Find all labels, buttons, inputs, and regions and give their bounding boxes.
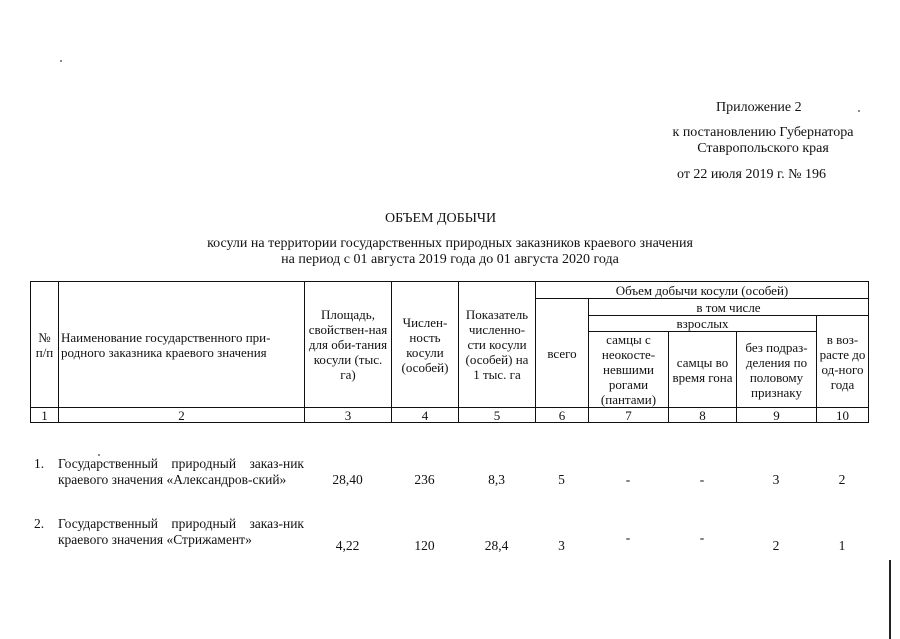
total-value: 3 [558, 538, 565, 553]
col-number: 6 [536, 408, 589, 423]
appendix-label: Приложение 2 [716, 100, 802, 115]
row-number: 2. [34, 516, 45, 531]
col-area-header: Площадь, свойствен-ная для оби-тания косули (тыс. га) [305, 282, 392, 408]
males-rut-value: - [699, 530, 705, 545]
resolution-ref: к постановлению Губернатора [672, 125, 854, 140]
density-value: 8,3 [488, 472, 505, 487]
col-density-header: Показатель численно-сти косули (особей) на 1 тыс. га [459, 282, 536, 408]
col-under-one-header: в воз-расте до од-ного года [817, 316, 869, 408]
col-volume-header: Объем добычи косули (особей) [536, 282, 869, 299]
region-name: Ставропольского края [697, 141, 829, 156]
row-number: 1. [34, 456, 45, 471]
count-value: 236 [414, 472, 435, 487]
reserve-name: Государственный природный заказ-ник краевого значения «Стрижамент» [58, 516, 304, 547]
resolution-line [650, 125, 876, 157]
col-name-header: Наименование государственного при-родного заказника краевого значения [59, 282, 305, 408]
no-sex-value: 3 [772, 472, 780, 487]
males-velvet-value: - [625, 530, 631, 545]
col-males-rut-header: самцы во время гона [669, 332, 737, 408]
document-title: ОБЪЕМ ДОБЫЧИ [385, 211, 497, 226]
reserve-name: Государственный природный заказ-ник краевого значения «Александров-ский» [58, 456, 304, 487]
col-number: 7 [589, 408, 669, 423]
col-total-header: всего [536, 299, 589, 408]
under-one-value: 1 [838, 538, 846, 553]
col-num-header: № п/п [31, 282, 59, 408]
header-table [30, 281, 869, 423]
scan-speck [858, 110, 860, 112]
count-value: 120 [414, 538, 435, 553]
total-value: 5 [558, 472, 565, 487]
subtitle-line-1: косули на территории государственных природных заказников краевого значения [207, 236, 693, 251]
no-sex-value: 2 [772, 538, 780, 553]
col-number: 4 [392, 408, 459, 423]
adults-header: взрослых [589, 316, 817, 332]
col-count-header: Числен-ность косули (особей) [392, 282, 459, 408]
col-number: 1 [31, 408, 59, 423]
males-velvet-value: - [625, 472, 631, 487]
col-number: 9 [737, 408, 817, 423]
density-value: 28,4 [484, 538, 509, 553]
scan-edge-line [889, 560, 891, 639]
males-rut-value: - [699, 472, 705, 487]
area-value: 4,22 [335, 538, 360, 553]
col-number: 2 [59, 408, 305, 423]
date-number: от 22 июля 2019 г. № 196 [677, 167, 826, 182]
col-number: 3 [305, 408, 392, 423]
area-value: 28,40 [332, 472, 363, 487]
under-one-value: 2 [838, 472, 846, 487]
including-header: в том числе [589, 299, 869, 316]
scan-speck [60, 60, 62, 62]
scan-speck [98, 454, 100, 456]
document-subtitle [150, 236, 750, 268]
subtitle-line-2: на период с 01 августа 2019 года до 01 августа 2020 года [281, 252, 619, 267]
col-males-velvet-header: самцы с неокосте-невшими рогами (пантами) [589, 332, 669, 408]
col-number: 5 [459, 408, 536, 423]
col-number: 10 [817, 408, 869, 423]
col-number: 8 [669, 408, 737, 423]
col-no-sex-header: без подраз-деления по половому признаку [737, 332, 817, 408]
